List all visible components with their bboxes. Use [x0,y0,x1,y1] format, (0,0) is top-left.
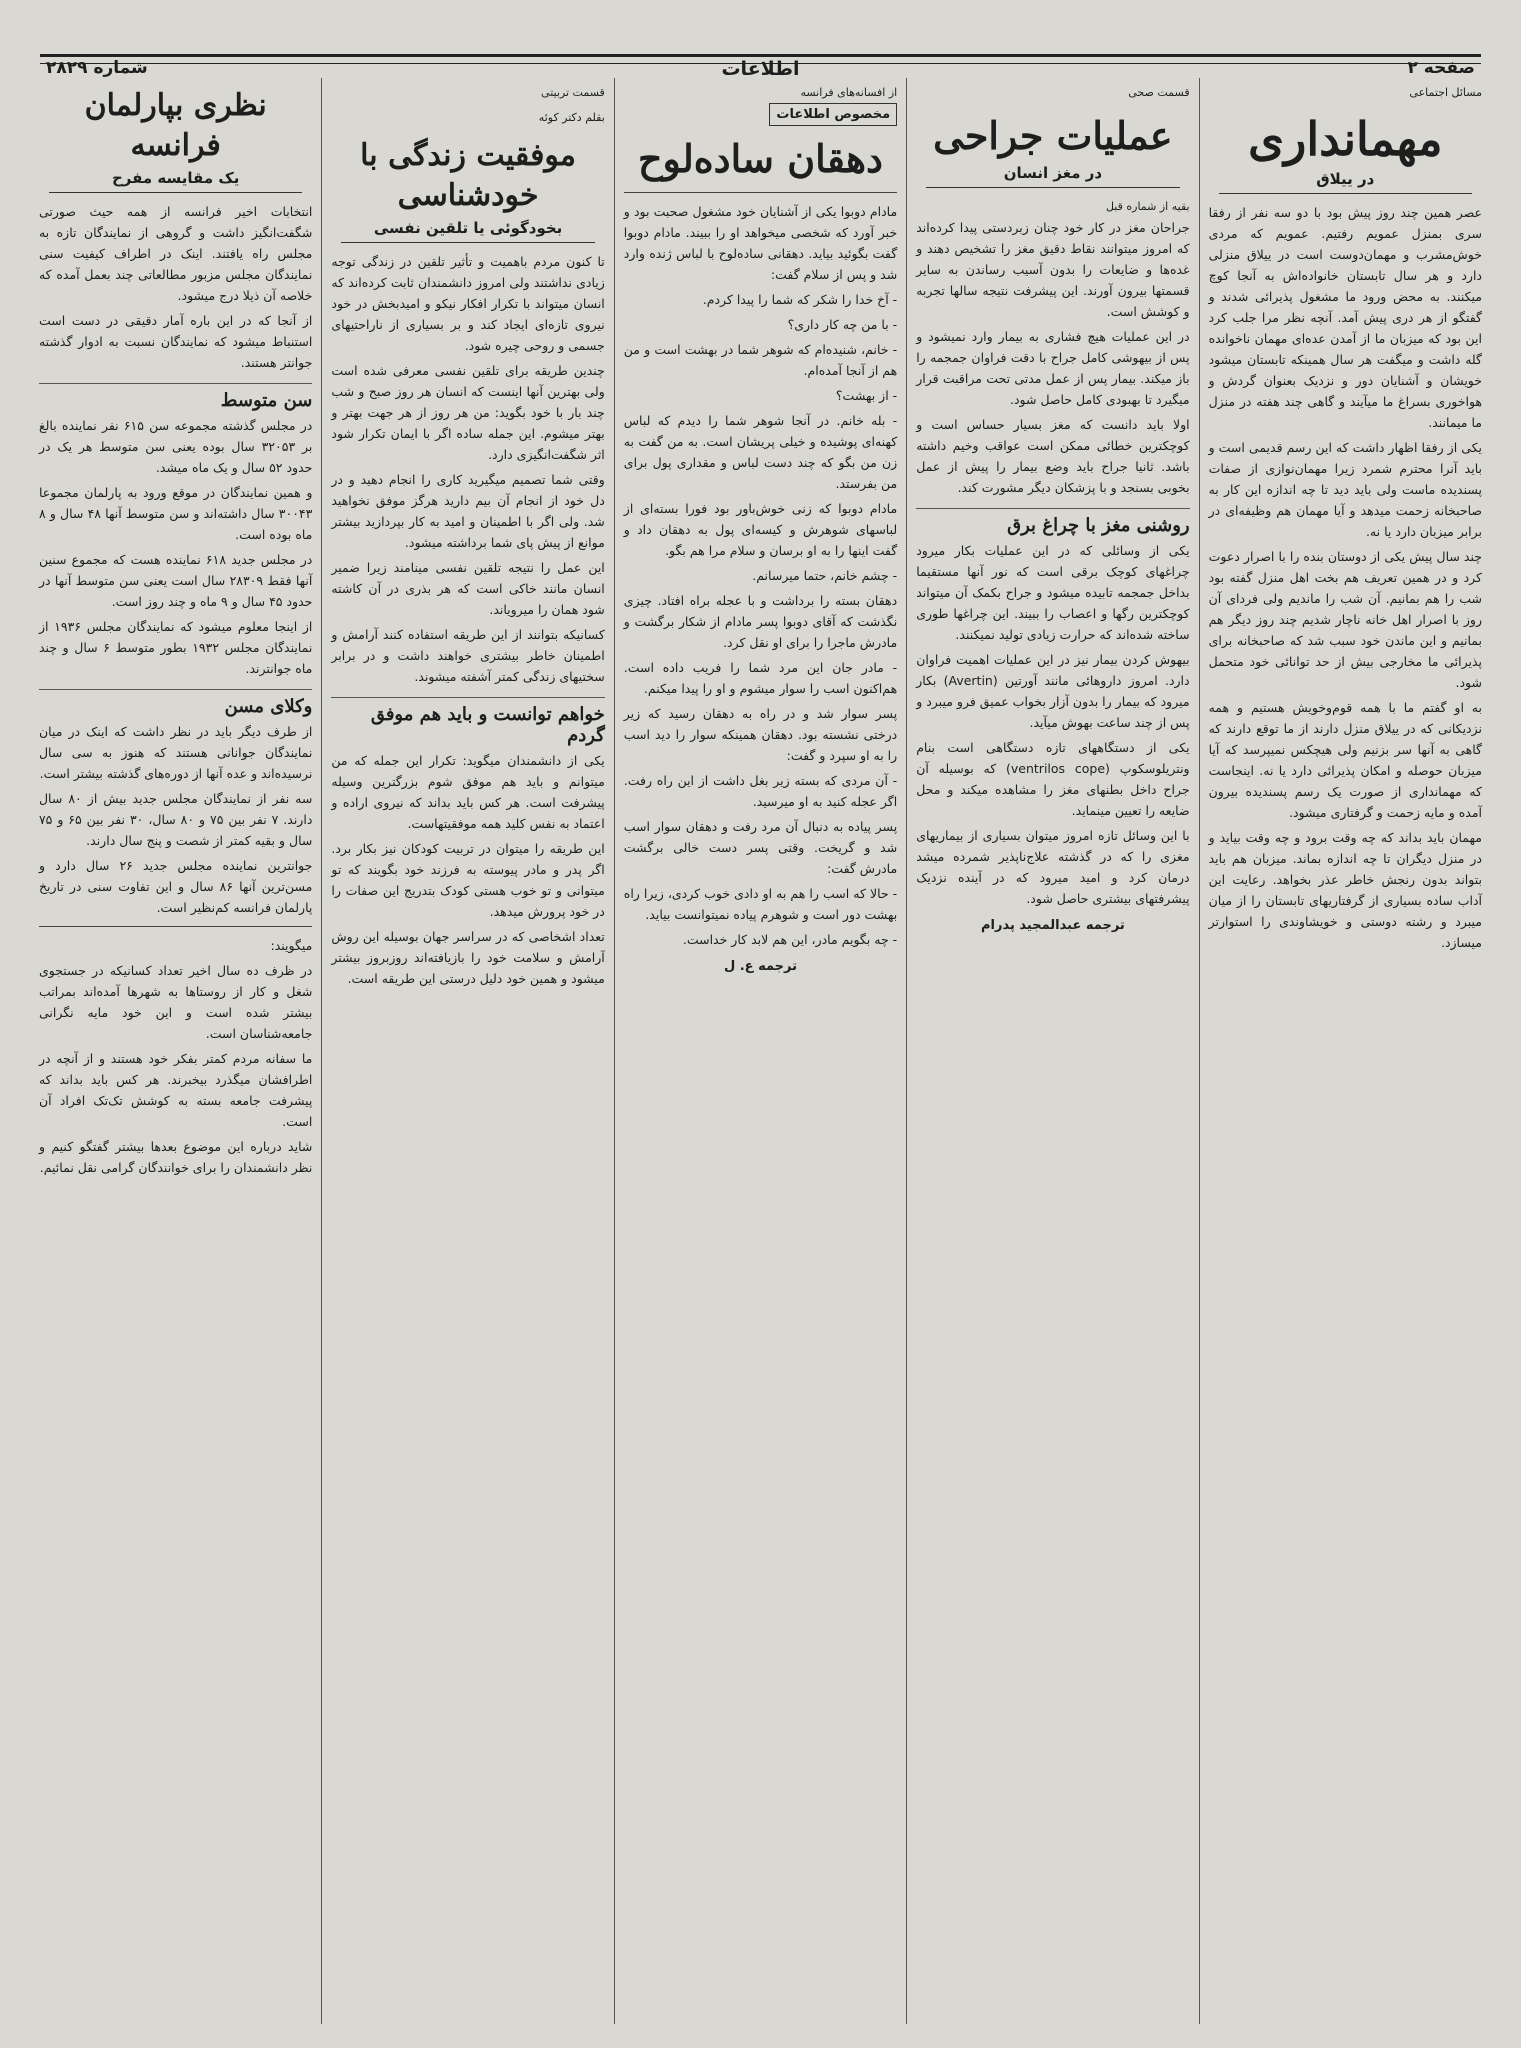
subhead: بخودگوئی یا تلقین نفسی [341,218,594,243]
continued-note: بقیه از شماره قبل [1105,200,1190,213]
paragraph: پسر سوار شد و در راه به دهقان رسید که زیر درختی نشسته بود. دهقان همینکه سوار را دید اسب را به او سپرد و گفت: [623,706,898,763]
paragraph: مهمان باید بداند که چه وقت برود و چه وقت بیاید و در منزل دیگران تا چه اندازه بماند. میزبان هم باید بتواند بدون رنجش خاطر عذر بخواهد. رعایت این آداب ساده بسیاری از گرفتاریهای تابستان را از میان میبرد و رشته دوستی و خویشاوندی را استوارتر میسازد. [1208,830,1482,950]
kicker: مسائل اجتماعی [1409,86,1482,99]
paragraph: تعداد اشخاصی که در سراسر جهان بوسیله این روش آرامش و سلامت خود را بازیافته‌اند روزبروز بیشتر میشود و همین خود دلیل درستی این طریقه است. [331,929,605,986]
paragraph: بیهوش کردن بیمار نیز در این عملیات اهمیت فراوان دارد. امروز داروهائی مانند آورتین (Avertin) بکار میرود که بیمار را بدون آزار بخواب عمیق فرو میبرد و پس از چند ساعت بهوش میآید. [916,652,1190,730]
paragraph: میگویند: [270,938,313,953]
paragraph: - مادر جان این مرد شما را فریب داده است. هم‌اکنون اسب را سوار میشوم و او را پیدا میکنم. [623,660,898,696]
paragraph: این طریقه را میتوان در تربیت کودکان نیز بکار برد. اگر پدر و مادر پیوسته به فرزند خود بگویند که تو میتوانی و تو خوب هستی کودک بتدریج این صفات را در خود پرورش میدهد. [331,841,605,919]
headline-success: موفقیت زندگی با خودشناسی [360,138,576,213]
paragraph: چند سال پیش یکی از دوستان بنده را با اصرار دعوت کرد و در همین تعریف هم بخت اهل منزل گفته بود شب را هم بمانیم. آن شب را ماندیم ولی فردای آن روز با اصرار اهل خانه ناچار شدیم چند روز دیگر هم بمانیم و این ماندن خود سبب شد که صاحبخانه برای پذیرائی ما مخارجی بیش از حد توانائی خود متحمل شود. [1208,549,1482,690]
paragraph: پسر پیاده به دنبال آن مرد رفت و دهقان سوار اسب شد و گریخت. وقتی پسر دست خالی برگشت مادرش گفت: [623,819,898,876]
paragraph: عصر همین چند روز پیش بود با دو سه نفر از رفقا سری بمنزل عمویم رفتیم. عمویم که مردی خوش‌مشرب و مهمان‌دوست است در ییلاق منزلی دارد و هر سال تابستان خانواده‌اش به آنجا کوچ میکنند. به محض ورود ما مشغول پذیرائی شدند و گفتگو از هر دری پیش آمد. آنچه نظر مرا جلب کرد این بود که میزبان ما از آمدن عده‌ای مهمان ناخوانده گله داشت و میگفت هر سال همینکه تابستان میشود خویشان و آشنایان دور و نزدیک بعنوان گردش و هواخوری بسراغ ما میآیند و گاهی چند هفته در منزل ما میمانند. [1208,205,1482,430]
paragraph: یکی از وسائلی که در این عملیات بکار میرود چراغهای کوچک برقی است که نور آنها مستقیما بداخل جمجمه تابیده میشود و جراح بکمک آن میتواند کوچکترین رگها و اعصاب را ببیند. این چراغها طوری ساخته شده‌اند که حرارت زیادی تولید نمیکنند. [916,543,1190,642]
paragraph: جوانترین نماینده مجلس جدید ۲۶ سال دارد و مسن‌ترین آنها ۸۶ سال و این تفاوت سنی در تاریخ پارلمان فرانسه کم‌نظیر است. [38,858,313,915]
paragraph: دهقان بسته را برداشت و با عجله براه افتاد. چیزی نگذشت که آقای دوبوا پسر مادام از شکار برگشت و مادرش ماجرا را برای او نقل کرد. [623,593,898,650]
column-success [321,78,613,2024]
paragraph: مادام دوبوا یکی از آشنایان خود مشغول صحبت بود و خبر آورد که شخصی میخواهد او را ببیند. مادام دوبوا گفت بگوئید بیاید. دهقانی ساده‌لوح با لباس ژنده وارد شد و پس از سلام گفت: [623,204,898,282]
paragraph: - با من چه کار داری؟ [787,317,898,332]
byline: ترجمه عبدالمجید پدرام [981,918,1125,933]
paragraph: - خانم، شنیده‌ام که شوهر شما در بهشت است و من هم از آنجا آمده‌ام. [623,342,898,378]
paragraph: در مجلس جدید ۶۱۸ نماینده هست که مجموع سنین آنها فقط ۲۸۳۰۹ سال است یعنی سن متوسط آنها در حدود ۴۵ سال و ۹ ماه و چند روز است. [38,552,313,609]
paragraph: کسانیکه بتوانند از این طریقه استفاده کنند آرامش و اطمینان خاطر بیشتری خواهند داشت و در برابر سختیهای زندگی کمتر آشفته میشوند. [331,627,605,684]
paragraph: ما سفانه مردم کمتر بفکر خود هستند و از آنچه در اطرافشان میگذرد بیخبرند. هر کس باید بداند که پیشرفت جامعه بسته به کوشش تک‌تک افراد آن است. [38,1051,313,1129]
paragraph: در این عملیات هیچ فشاری به بیمار وارد نمیشود و پس از بیهوشی کامل جراح با دقت فراوان جمجمه را باز میکند. بیمار پس از عمل مدتی تحت مراقبت قرار میگیرد تا بهبودی کامل حاصل شود. [916,329,1190,407]
headline-surgery: عملیات جراحی [933,113,1173,158]
paragraph: - از بهشت؟ [835,388,898,403]
divider [624,192,897,193]
headline-hospitality: مهمانداری [1248,112,1443,166]
column-hospitality [1199,78,1491,2024]
byline: ترجمه ع. ل [723,959,798,974]
paragraph: از اینجا معلوم میشود که نمایندگان مجلس ۱۹۳۶ از نمایندگان مجلس ۱۹۳۲ بطور متوسط ۶ سال و چند ماه جوانترند. [38,619,313,676]
paragraph: از طرف دیگر باید در نظر داشت که اینک در میان نمایندگان جوانانی هستند که هنوز به سی سال نرسیده‌اند و عده آنها از دوره‌های گذشته بیشتر است. [38,724,313,781]
page-number: صفحه ۲ [1407,58,1475,78]
paper-name: اطلاعات [721,58,800,80]
paragraph: - چه بگویم مادر، این هم لابد کار خداست. [682,932,898,947]
divider [39,926,312,927]
paragraph: با این وسائل تازه امروز میتوان بسیاری از بیماریهای مغزی را که در گذشته علاج‌ناپذیر شمرده میشد درمان کرد و امید میرود که در آینده نزدیک پیشرفتهای بیشتری حاصل شود. [916,828,1190,906]
kicker: قسمت تربیتی [541,86,605,99]
paragraph: - آخ خدا را شکر که شما را پیدا کردم. [702,292,898,307]
paragraph: - بله خانم. در آنجا شوهر شما را دیدم که لباس کهنه‌ای پوشیده و خیلی پریشان است. به من گفت به زن من بگو که چند دست لباس و مقداری پول برای من بفرستد. [623,413,898,491]
paragraph: یکی از رفقا اظهار داشت که این رسم قدیمی است و باید آنرا محترم شمرد زیرا مهمان‌نوازی از صفات پسندیده ماست ولی باید دید تا چه اندازه این کار به صاحبخانه زحمت میدهد و آیا مهمان هم وظیفه‌ای در برابر میزبان دارد یا نه. [1208,440,1482,539]
paragraph: - حالا که اسب را هم به او دادی خوب کردی، زیرا راه بهشت دور است و شوهرم پیاده نمیتوانست بیاید. [623,886,898,922]
paragraph: - آن مردی که بسته زیر بغل داشت از این راه رفت. اگر عجله کنید به او میرسید. [623,773,898,809]
paragraph: در ظرف ده سال اخیر تعداد کسانیکه در جستجوی شغل و کار از روستاها به شهرها آمده‌اند بمراتب بیشتر شده است و این خود مایه نگرانی جامعه‌شناسان است. [38,963,313,1041]
subhead: در مغز انسان [926,163,1179,188]
paragraph: از آنجا که در این باره آمار دقیقی در دست است استنباط میشود که نمایندگان نسبت به ادوار گذشته جوانتر هستند. [38,313,313,370]
section-title: سن متوسط [39,383,312,411]
paragraph: یکی از دانشمندان میگوید: تکرار این جمله که من میتوانم و باید هم موفق شوم بزرگترین وسیله پیشرفت است. هر کس باید بداند که نیروی اراده و اعتماد به نفس کلید همه موفقیتهاست. [331,753,605,831]
kicker: از افسانه‌های فرانسه [800,86,898,99]
paragraph: انتخابات اخیر فرانسه از همه حیث صورتی شگفت‌انگیز داشت و گروهی از نمایندگان تازه به مجلس راه یافتند. اینک در اطراف کیفیت سنی نمایندگان مجلس مزبور مطالعاتی چند بعمل آمده که خلاصه آن ذیلا درج میشود. [38,204,313,303]
paragraph: سه نفر از نمایندگان مجلس جدید بیش از ۸۰ سال دارند. ۷ نفر بین ۷۵ و ۸۰ سال، ۳۰ نفر بین ۶۵ و ۷۵ سال و بقیه کمتر از شصت و پنج سال دارند. [38,791,313,848]
paragraph: در مجلس گذشته مجموعه سن ۶۱۵ نفر نماینده بالغ بر ۳۲۰۵۳ سال بوده یعنی سن متوسط هر یک در حدود ۵۲ سال و یک ماه میشد. [38,418,313,475]
exclusive-tag: مخصوص اطلاعات [769,103,897,126]
column-story [614,78,906,2024]
paragraph: این عمل را نتیجه تلقین نفسی مینامند زیرا ضمیر انسان مانند خاکی است که هر بذری در آن کاشته شود همان را میرویاند. [331,560,605,617]
paragraph: شاید درباره این موضوع بعدها بیشتر گفتگو کنیم و نظر دانشمندان را برای خوانندگان گرامی نقل نمائیم. [38,1139,313,1175]
column-surgery [906,78,1198,2024]
paragraph: جراحان مغز در کار خود چنان زبردستی پیدا کرده‌اند که امروز میتوانند نقاط دقیق مغز را تشخیص دهند و غده‌ها و ضایعات را بدون آسیب رساندن به سایر قسمتها بیرون آورند. این پیشرفت نتیجه سالها تجربه و کوشش است. [916,220,1190,319]
subhead: در ییلاق [1219,169,1472,194]
kicker: قسمت صحی [1128,86,1190,99]
paragraph: وقتی شما تصمیم میگیرید کاری را انجام دهید و در دل خود از انجام آن بیم دارید هرگز موفق نخواهید شد. ولی اگر با اطمینان و امید به کار بپردازید بیشتر موانع از پیش پای شما برداشته میشود. [331,472,605,550]
headline-parliament: نظری بپارلمان فرانسه [84,88,267,163]
subhead: یک مقایسه مفرح [49,168,302,193]
author-note: بقلم دکتر کوئه [538,111,605,124]
headline-story: دهقان ساده‌لوح [638,136,883,181]
paragraph: به او گفتم ما با همه قوم‌وخویش هستیم و همه نزدیکانی که در ییلاق منزل دارند از ما توقع دارند که گاهی به آنها سر بزنیم ولی هیچکس نمیپرسد که آیا میزبان حوصله و امکان پذیرائی دارد یا نه. اینجاست که مهمانداری از صورت یک رسم پسندیده بیرون آمده و مایه زحمت و گرفتاری میشود. [1208,700,1482,820]
section-title: وکلای مسن [39,689,312,717]
paragraph: چندین طریقه برای تلقین نفسی معرفی شده است ولی بهترین آنها اینست که انسان هر روز صبح و شب چند بار با خود بگوید: من هر روز از هر جهت بهتر و بهتر میشوم. این جمله ساده اگر با ایمان تکرار شود اثر شگفت‌انگیزی دارد. [331,363,605,462]
columns [30,78,1491,2024]
section-title: روشنی مغز با چراغ برق [916,508,1189,536]
column-parliament [30,78,321,2024]
paragraph: یکی از دستگاههای تازه دستگاهی است بنام ونتریلوسکوپ (ventrilos cope) که بوسیله آن جراح داخل بطنهای مغز را مشاهده میکند و محل ضایعه را تعیین مینماید. [916,740,1190,818]
issue-number: ۲۸۲۹ شماره [46,58,148,78]
paragraph: تا کنون مردم باهمیت و تأثیر تلقین در زندگی توجه زیادی نداشتند ولی امروز دانشمندان ثابت کرده‌اند که انسان میتواند با تکرار افکار نیکو و امیدبخش در خود نیروی تازه‌ای ایجاد کند و بر بسیاری از ناراحتیهای جسمی و روحی چیره شود. [331,254,605,353]
paragraph: - چشم خانم، حتما میرسانم. [752,568,898,583]
paragraph: و همین نمایندگان در موقع ورود به پارلمان مجموعا ۳۰۰۴۳ سال داشته‌اند و سن متوسط آنها ۴۸ سال و ۸ ماه بوده است. [38,485,313,542]
paragraph: اولا باید دانست که مغز بسیار حساس است و کوچکترین خطائی ممکن است عواقب وخیم داشته باشد. ثانیا جراح باید وضع بیمار را پیش از عمل بخوبی بسنجد و با پزشکان دیگر مشورت کند. [916,417,1190,495]
section-title: خواهم توانست و باید هم موفق گردم [331,697,604,746]
paragraph: مادام دوبوا که زنی خوش‌باور بود فورا بسته‌ای از لباسهای شوهرش و کیسه‌ای پول به دهقان داد و گفت اینها را به او برسان و سلام مرا هم بگو. [623,501,898,558]
